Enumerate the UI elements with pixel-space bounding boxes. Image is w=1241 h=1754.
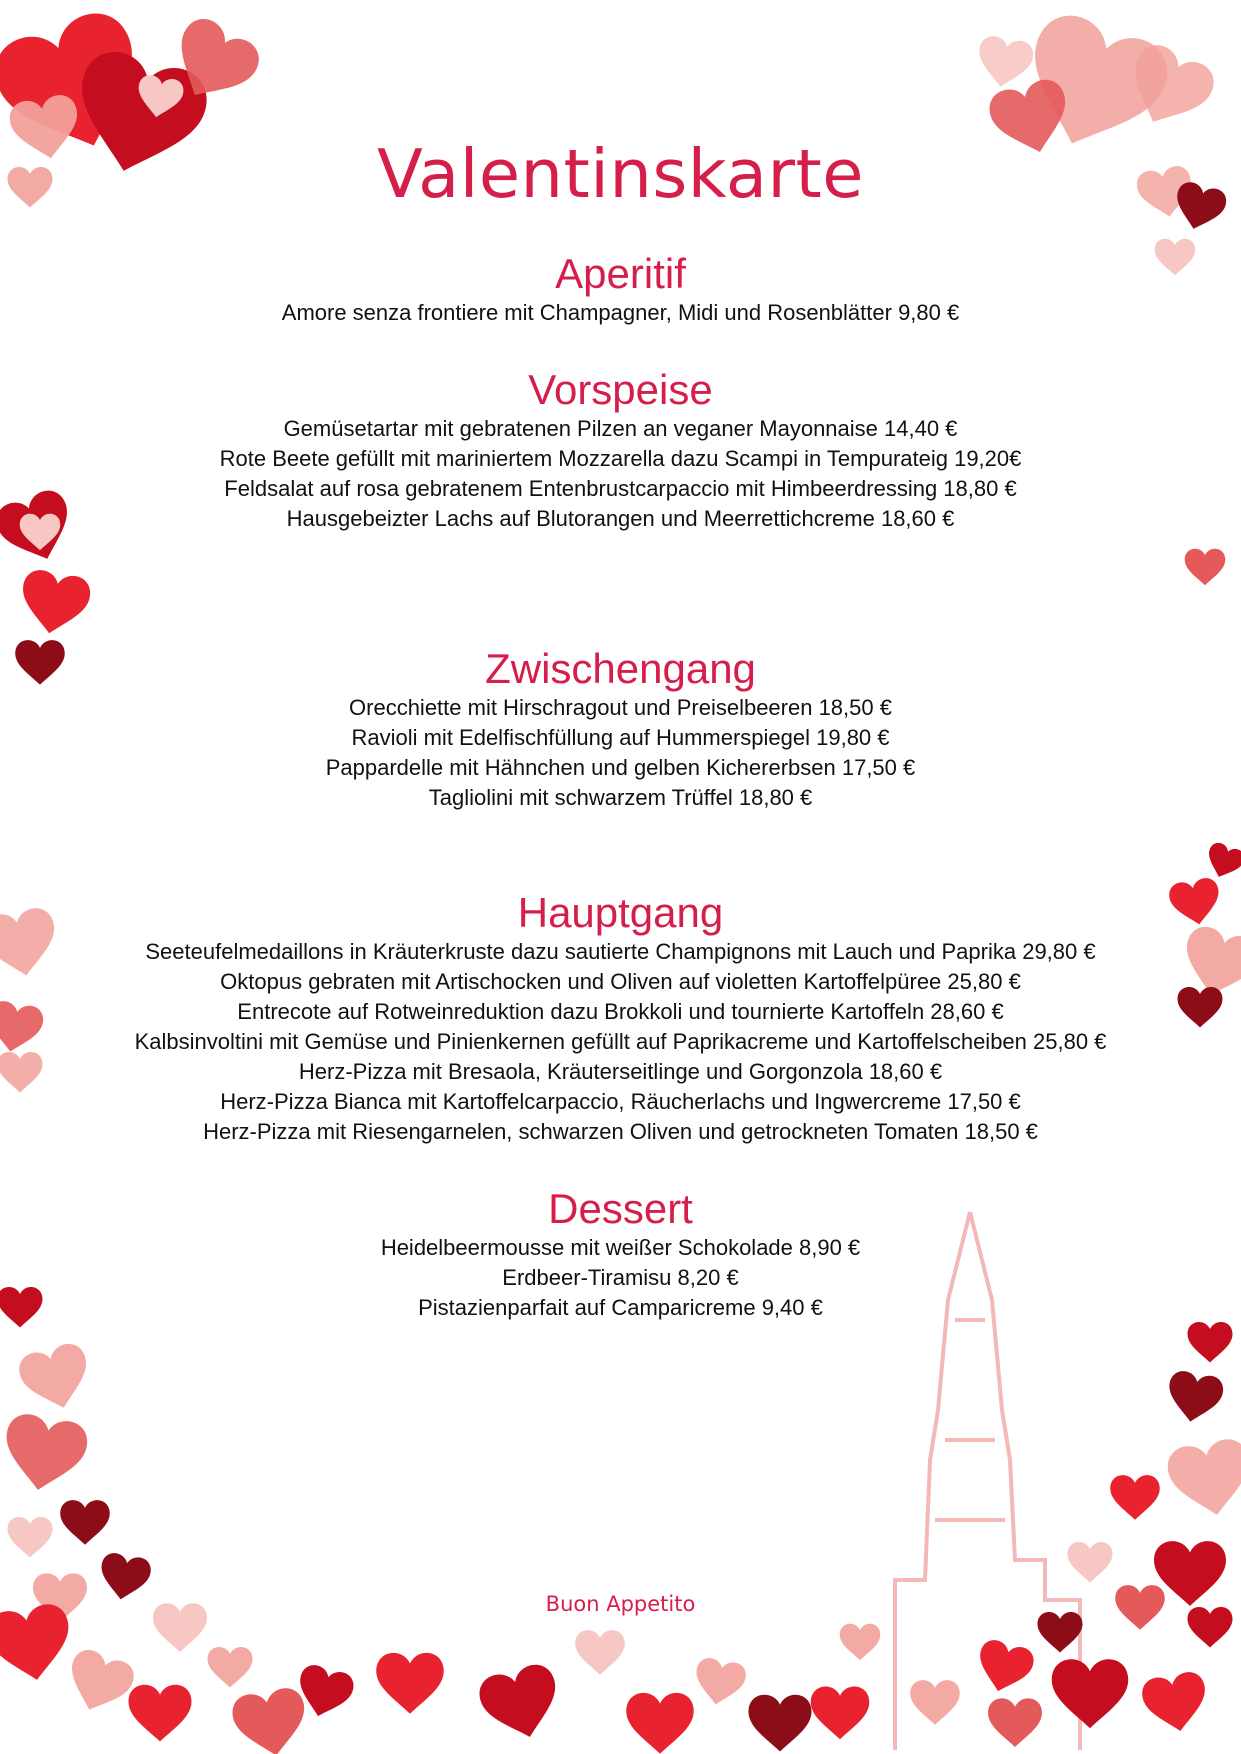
menu-item: Hausgebeizter Lachs auf Blutorangen und Meerrettichcreme 18,60 € <box>286 506 955 531</box>
section-vorspeise <box>0 366 1241 534</box>
menu-item: Heidelbeermousse mit weißer Schokolade 8,90 € <box>380 1235 861 1260</box>
section-heading: Hauptgang <box>517 889 724 936</box>
footer-text: Buon Appetito <box>545 1592 696 1616</box>
menu-item: Seeteufelmedaillons in Kräuterkruste dazu sautierte Champignons mit Lauch und Paprika 29,80 € <box>145 939 1096 964</box>
menu-item: Herz-Pizza Bianca mit Kartoffelcarpaccio, Räucherlachs und Ingwercreme 17,50 € <box>220 1089 1021 1114</box>
menu-item: Herz-Pizza mit Bresaola, Kräuterseitlinge und Gorgonzola 18,60 € <box>298 1059 943 1084</box>
section-aperitif <box>0 250 1241 328</box>
page-title: Valentinskarte <box>377 135 864 213</box>
menu-item: Pappardelle mit Hähnchen und gelben Kichererbsen 17,50 € <box>325 755 916 780</box>
section-heading: Vorspeise <box>528 366 713 413</box>
menu-item: Erdbeer-Tiramisu 8,20 € <box>502 1265 739 1290</box>
menu-item: Tagliolini mit schwarzem Trüffel 18,80 € <box>428 785 813 810</box>
section-dessert <box>0 1185 1241 1323</box>
section-heading: Zwischengang <box>485 645 756 692</box>
menu-item: Kalbsinvoltini mit Gemüse und Pinienkernen gefüllt auf Paprikacreme und Kartoffelscheiben 25,80 € <box>134 1029 1107 1054</box>
section-heading: Aperitif <box>555 250 686 297</box>
menu-item: Herz-Pizza mit Riesengarnelen, schwarzen Oliven und getrockneten Tomaten 18,50 € <box>203 1119 1038 1144</box>
item-list <box>0 937 1241 1147</box>
section-zwischengang <box>0 645 1241 813</box>
section-heading: Dessert <box>548 1185 693 1232</box>
menu-item: Pistazienparfait auf Camparicreme 9,40 € <box>418 1295 823 1320</box>
menu-item: Orecchiette mit Hirschragout und Preiselbeeren 18,50 € <box>349 695 892 720</box>
item-list <box>0 414 1241 534</box>
menu-item: Rote Beete gefüllt mit mariniertem Mozzarella dazu Scampi in Tempurateig 19,20€ <box>219 446 1022 471</box>
menu-item: Entrecote auf Rotweinreduktion dazu Brokkoli und tournierte Kartoffeln 28,60 € <box>237 999 1004 1024</box>
item-list <box>0 693 1241 813</box>
item-list <box>0 298 1241 328</box>
menu-item: Oktopus gebraten mit Artischocken und Oliven auf violetten Kartoffelpüree 25,80 € <box>220 969 1021 994</box>
menu-item: Ravioli mit Edelfischfüllung auf Hummerspiegel 19,80 € <box>351 725 890 750</box>
menu-item: Gemüsetartar mit gebratenen Pilzen an veganer Mayonnaise 14,40 € <box>283 416 958 441</box>
menu-item: Feldsalat auf rosa gebratenem Entenbrustcarpaccio mit Himbeerdressing 18,80 € <box>224 476 1017 501</box>
menu-item: Amore senza frontiere mit Champagner, Midi und Rosenblätter 9,80 € <box>281 300 960 325</box>
item-list <box>0 1233 1241 1323</box>
section-hauptgang <box>0 889 1241 1147</box>
